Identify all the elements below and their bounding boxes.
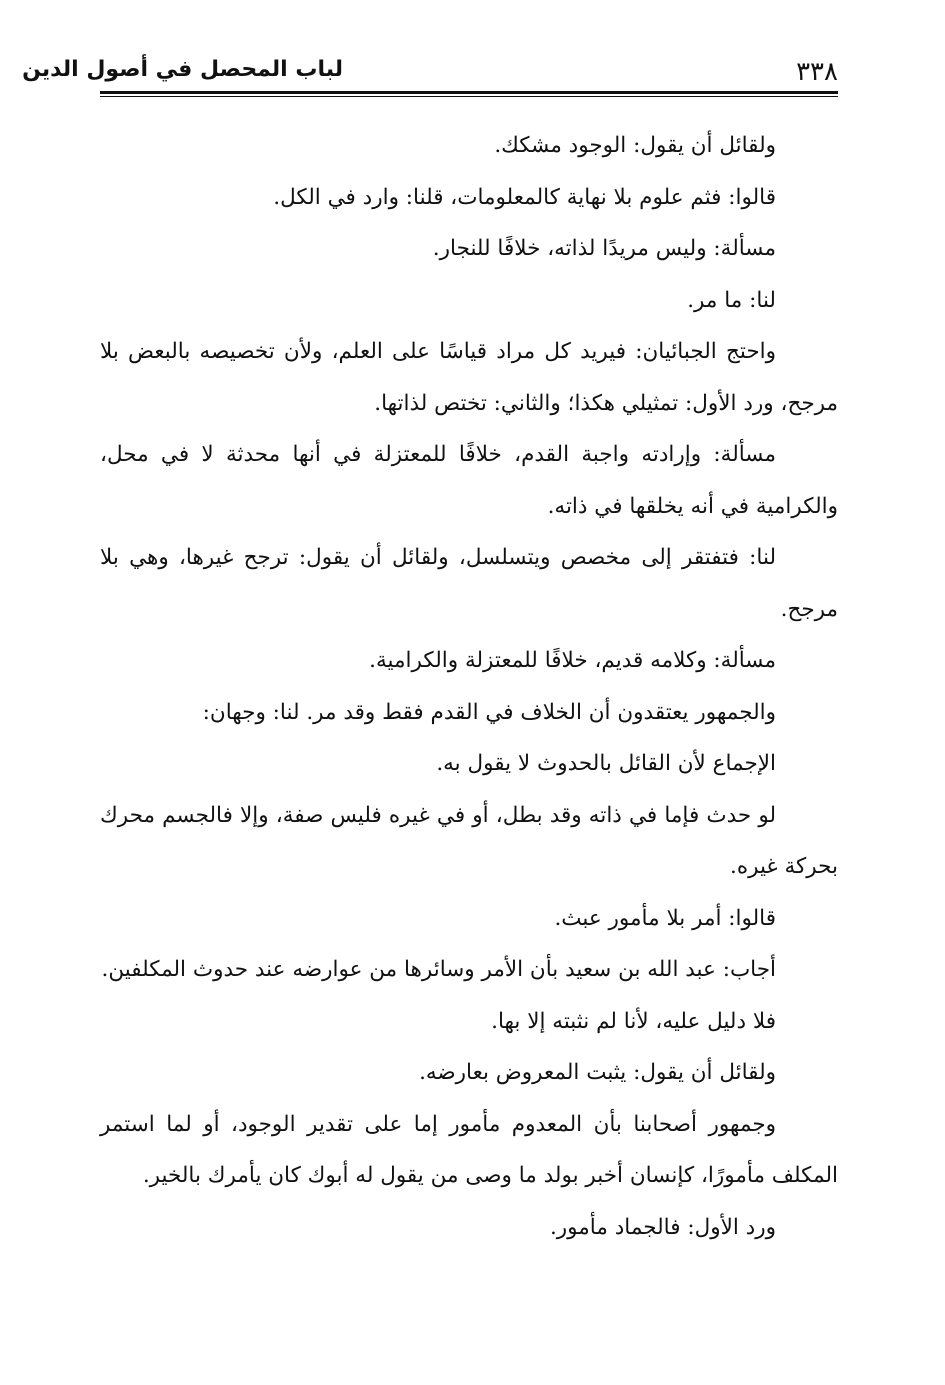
paragraph: واحتج الجبائيان: فيريد كل مراد قياسًا على العلم، ولأن تخصيصه بالبعض بلا مرجح، ورد الأول: تمثيلي هكذا؛ والثاني: تختص لذاتها.	[100, 339, 838, 416]
paragraph: ولقائل أن يقول: الوجود مشكك.	[494, 133, 776, 158]
paragraph: لو حدث فإما في ذاته وقد بطل، أو في غيره فليس صفة، وإلا فالجسم محرك بحركة غيره.	[100, 802, 838, 879]
paragraph: مسألة: وإرادته واجبة القدم، خلافًا للمعتزلة في أنها محدثة لا في محل، والكرامية في أنه يخلقها في ذاته.	[100, 442, 838, 519]
page-header	[22, 54, 838, 96]
header-rule-thin	[100, 96, 838, 97]
paragraph: ورد الأول: فالجماد مأمور.	[549, 1214, 776, 1240]
header-rule	[100, 91, 838, 94]
page-number: ٣٣٨	[796, 57, 838, 87]
paragraph: والجمهور يعتقدون أن الخلاف في القدم فقط وقد مر. لنا: وجهان:	[202, 699, 776, 725]
paragraph: مسألة: وكلامه قديم، خلافًا للمعتزلة والكرامية.	[369, 648, 776, 673]
paragraph: الإجماع لأن القائل بالحدوث لا يقول به.	[436, 751, 776, 776]
paragraph: ولقائل أن يقول: يثبت المعروض بعارضه.	[419, 1060, 776, 1085]
paragraph: وجمهور أصحابنا بأن المعدوم مأمور إما على تقدير الوجود، أو لما استمر المكلف مأمورًا، كإنسان أخبر بولد ما وصى من يقول له أبوك كان يأمرك بالخير.	[100, 1111, 838, 1188]
running-title: لباب المحصل في أصول الدين	[22, 57, 343, 82]
paragraph: مسألة: وليس مريدًا لذاته، خلافًا للنجار.	[432, 236, 776, 261]
page-body	[100, 120, 838, 1253]
paragraph: لنا: فتفتقر إلى مخصص ويتسلسل، ولقائل أن يقول: ترجح غيرها، وهي بلا مرجح.	[100, 545, 838, 622]
paragraph: أجاب: عبد الله بن سعيد بأن الأمر وسائرها من عوارضه عند حدوث المكلفين.	[101, 957, 776, 982]
paragraph: فلا دليل عليه، لأنا لم نثبته إلا بها.	[491, 1008, 776, 1034]
paragraph: قالوا: فثم علوم بلا نهاية كالمعلومات، قلنا: وارد في الكل.	[273, 184, 776, 210]
paragraph: قالوا: أمر بلا مأمور عبث.	[554, 905, 776, 931]
paragraph: لنا: ما مر.	[687, 287, 776, 313]
